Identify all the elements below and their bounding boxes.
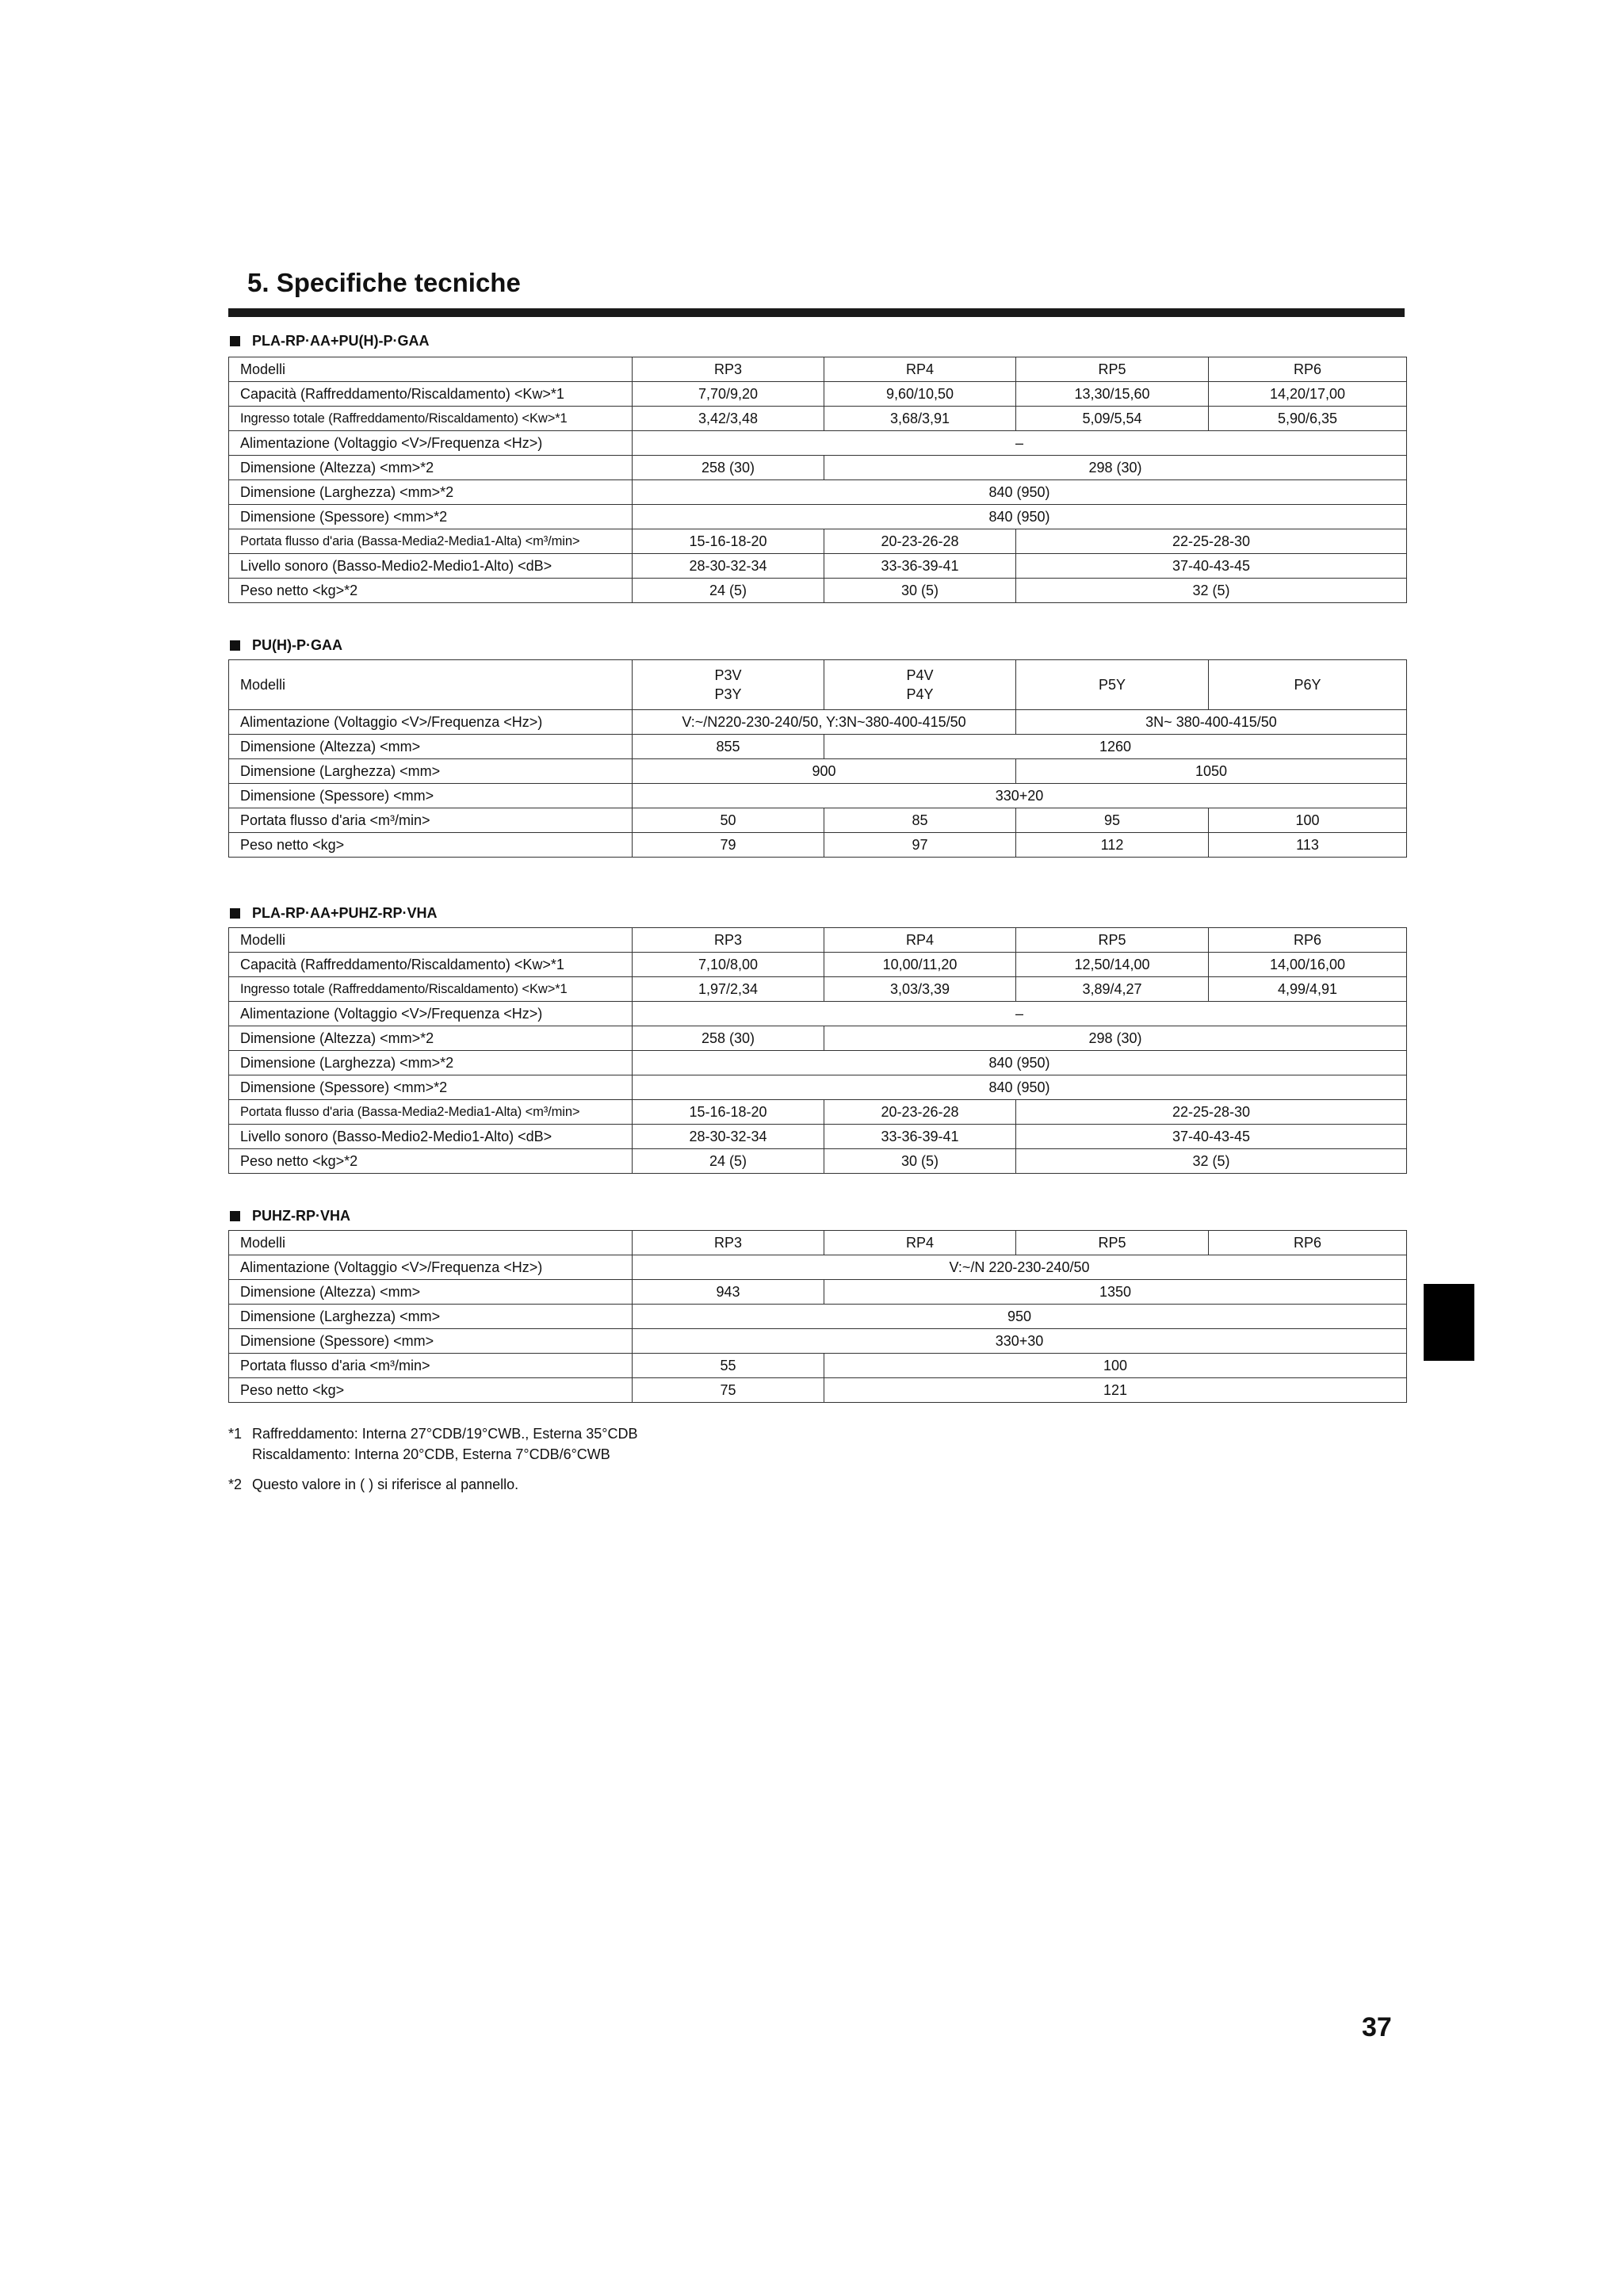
table-row [229,759,1407,784]
table-cell: 20-23-26-28 [824,529,1016,554]
footnote-line: Raffreddamento: Interna 27°CDB/19°CWB., Esterna 35°CDB [252,1426,638,1442]
table-cell: 900 [633,759,1016,784]
table-cell: 33-36-39-41 [824,554,1016,579]
table-cell: RP6 [1209,928,1407,953]
table-row [229,660,1407,710]
table-cell: 5,09/5,54 [1016,407,1209,431]
model-variant: P4Y [906,686,934,702]
table-cell [633,660,824,710]
table-cell: Modelli [229,928,633,953]
table-cell: 24 (5) [633,1149,824,1174]
footnote-line: Riscaldamento: Interna 20°CDB, Esterna 7°CDB/6°CWB [252,1446,610,1462]
table-cell: RP4 [824,357,1016,382]
table-cell: 14,00/16,00 [1209,953,1407,977]
table-cell: 840 (950) [633,1051,1407,1075]
table-cell: 943 [633,1280,824,1305]
table-row [229,1075,1407,1100]
table-cell: Dimensione (Altezza) <mm>*2 [229,1026,633,1051]
title-rule [228,308,1405,317]
table-cell: 298 (30) [824,456,1407,480]
table-cell: Dimensione (Spessore) <mm>*2 [229,505,633,529]
table-cell: 55 [633,1354,824,1378]
table-row [229,1125,1407,1149]
table-cell: 30 (5) [824,1149,1016,1174]
page-number: 37 [1362,2012,1392,2042]
table-cell: Ingresso totale (Raffreddamento/Riscaldamento) <Kw>*1 [229,977,633,1002]
table-cell: 298 (30) [824,1026,1407,1051]
table-row [229,382,1407,407]
table-cell: RP5 [1016,928,1209,953]
spec-table-pu [228,659,1407,858]
square-bullet-icon [230,336,240,346]
table-cell: 30 (5) [824,579,1016,603]
spec-table-pla-pu [228,357,1407,603]
section-heading-label: PLA-RP·AA+PUHZ-RP·VHA [252,905,438,921]
square-bullet-icon [230,640,240,651]
table-cell: 22-25-28-30 [1016,529,1407,554]
table-cell: 100 [824,1354,1407,1378]
table-row [229,480,1407,505]
table-cell: Alimentazione (Voltaggio <V>/Frequenza <Hz>) [229,1255,633,1280]
table-cell: 3,42/3,48 [633,407,824,431]
footnote-mark: *2 [228,1477,243,1492]
table-cell: 3,89/4,27 [1016,977,1209,1002]
table-cell: 22-25-28-30 [1016,1100,1407,1125]
table-row [229,554,1407,579]
table-row [229,735,1407,759]
table-cell: 33-36-39-41 [824,1125,1016,1149]
table-cell: 1,97/2,34 [633,977,824,1002]
square-bullet-icon [230,1211,240,1221]
table-row [229,1305,1407,1329]
table-cell: RP5 [1016,357,1209,382]
section-heading-label: PU(H)-P·GAA [252,637,342,653]
table-cell: 112 [1016,833,1209,858]
table-cell: 14,20/17,00 [1209,382,1407,407]
table-cell: RP6 [1209,1231,1407,1255]
table-row [229,1002,1407,1026]
table-cell: 330+20 [633,784,1407,808]
table-cell: 113 [1209,833,1407,858]
table-cell: 1350 [824,1280,1407,1305]
table-cell: RP6 [1209,357,1407,382]
table-row [229,1100,1407,1125]
table-cell: 5,90/6,35 [1209,407,1407,431]
table-cell: 20-23-26-28 [824,1100,1016,1125]
table-cell: 32 (5) [1016,1149,1407,1174]
table-cell: 4,99/4,91 [1209,977,1407,1002]
table-cell: 15-16-18-20 [633,1100,824,1125]
spec-table-puhz [228,1230,1407,1403]
table-cell: 79 [633,833,824,858]
table-cell: RP4 [824,928,1016,953]
table-cell: Dimensione (Altezza) <mm> [229,1280,633,1305]
page-title: 5. Specifiche tecniche [247,268,521,297]
table-cell: Dimensione (Altezza) <mm> [229,735,633,759]
table-row [229,808,1407,833]
table-cell: Capacità (Raffreddamento/Riscaldamento) <Kw>*1 [229,382,633,407]
table-cell: 28-30-32-34 [633,554,824,579]
table-cell: 75 [633,1378,824,1403]
table-cell: 840 (950) [633,505,1407,529]
table-cell: Livello sonoro (Basso-Medio2-Medio1-Alto) <dB> [229,1125,633,1149]
table-cell: Modelli [229,660,633,710]
table-cell: RP3 [633,1231,824,1255]
table-cell: 37-40-43-45 [1016,1125,1407,1149]
table-row [229,431,1407,456]
table-cell: 3N~ 380-400-415/50 [1016,710,1407,735]
section-heading-puhz [228,1208,350,1224]
table-cell: Alimentazione (Voltaggio <V>/Frequenza <Hz>) [229,710,633,735]
table-row [229,505,1407,529]
table-cell: 32 (5) [1016,579,1407,603]
table-cell: 13,30/15,60 [1016,382,1209,407]
table-cell: V:~/N220-230-240/50, Y:3N~380-400-415/50 [633,710,1016,735]
table-cell: 950 [633,1305,1407,1329]
table-row [229,1051,1407,1075]
table-cell: Modelli [229,357,633,382]
table-cell: Ingresso totale (Raffreddamento/Riscaldamento) <Kw>*1 [229,407,633,431]
table-cell: 840 (950) [633,1075,1407,1100]
table-row [229,1255,1407,1280]
section-heading-pla-puhz [228,905,438,922]
table-row [229,407,1407,431]
table-cell: Alimentazione (Voltaggio <V>/Frequenza <Hz>) [229,431,633,456]
table-cell: RP5 [1016,1231,1209,1255]
table-row [229,529,1407,554]
table-cell: 10,00/11,20 [824,953,1016,977]
table-cell: Capacità (Raffreddamento/Riscaldamento) <Kw>*1 [229,953,633,977]
table-row [229,1280,1407,1305]
table-cell: 1260 [824,735,1407,759]
table-row [229,1329,1407,1354]
table-row [229,579,1407,603]
table-cell: Peso netto <kg>*2 [229,579,633,603]
table-row [229,1231,1407,1255]
table-cell: P6Y [1209,660,1407,710]
table-cell: 24 (5) [633,579,824,603]
table-row [229,977,1407,1002]
table-cell: Modelli [229,1231,633,1255]
table-row [229,953,1407,977]
table-cell: 7,70/9,20 [633,382,824,407]
table-cell: Portata flusso d'aria <m³/min> [229,1354,633,1378]
footnote-1 [228,1423,638,1465]
table-cell: Peso netto <kg> [229,833,633,858]
square-bullet-icon [230,908,240,919]
section-heading-pu [228,637,342,654]
table-cell: 121 [824,1378,1407,1403]
table-row [229,357,1407,382]
table-cell: 840 (950) [633,480,1407,505]
table-row [229,1378,1407,1403]
table-cell: Dimensione (Larghezza) <mm> [229,1305,633,1329]
table-cell: 258 (30) [633,1026,824,1051]
table-cell: 9,60/10,50 [824,382,1016,407]
table-cell: Portata flusso d'aria <m³/min> [229,808,633,833]
table-cell [824,660,1016,710]
table-cell: 3,68/3,91 [824,407,1016,431]
section-heading-label: PLA-RP·AA+PU(H)-P·GAA [252,333,430,349]
table-row [229,710,1407,735]
table-cell: 85 [824,808,1016,833]
table-cell: 12,50/14,00 [1016,953,1209,977]
table-cell: Portata flusso d'aria (Bassa-Media2-Media1-Alta) <m³/min> [229,1100,633,1125]
table-cell: Portata flusso d'aria (Bassa-Media2-Media1-Alta) <m³/min> [229,529,633,554]
table-cell: Livello sonoro (Basso-Medio2-Medio1-Alto) <dB> [229,554,633,579]
table-cell: Dimensione (Larghezza) <mm>*2 [229,1051,633,1075]
table-cell: RP4 [824,1231,1016,1255]
table-row [229,784,1407,808]
table-cell: 855 [633,735,824,759]
side-tab-marker [1424,1284,1474,1361]
model-variant: P4V [906,667,934,683]
table-cell: – [633,1002,1407,1026]
table-cell: Dimensione (Altezza) <mm>*2 [229,456,633,480]
table-cell: Dimensione (Spessore) <mm>*2 [229,1075,633,1100]
table-cell: 15-16-18-20 [633,529,824,554]
footnote-2 [228,1474,638,1495]
table-cell: 330+30 [633,1329,1407,1354]
table-cell: 28-30-32-34 [633,1125,824,1149]
footnote-line: Questo valore in ( ) si riferisce al pannello. [252,1477,519,1492]
table-cell: 1050 [1016,759,1407,784]
table-cell: 100 [1209,808,1407,833]
table-cell: Peso netto <kg> [229,1378,633,1403]
section-heading-pla-pu [228,333,430,350]
section-heading-label: PUHZ-RP·VHA [252,1208,350,1224]
table-cell: RP3 [633,357,824,382]
table-row [229,1026,1407,1051]
table-cell: Dimensione (Spessore) <mm> [229,784,633,808]
table-cell: RP3 [633,928,824,953]
model-variant: P3V [714,667,742,683]
table-row [229,928,1407,953]
table-row [229,456,1407,480]
table-cell: 37-40-43-45 [1016,554,1407,579]
footnote-mark: *1 [228,1426,243,1442]
spec-table-pla-puhz [228,927,1407,1174]
table-cell: V:~/N 220-230-240/50 [633,1255,1407,1280]
table-cell: P5Y [1016,660,1209,710]
table-cell: Dimensione (Larghezza) <mm>*2 [229,480,633,505]
table-cell: Dimensione (Spessore) <mm> [229,1329,633,1354]
table-cell: – [633,431,1407,456]
table-cell: 3,03/3,39 [824,977,1016,1002]
table-row [229,1354,1407,1378]
table-cell: 95 [1016,808,1209,833]
table-cell: 50 [633,808,824,833]
table-row [229,1149,1407,1174]
footnotes [228,1423,638,1495]
table-cell: 7,10/8,00 [633,953,824,977]
table-cell: Alimentazione (Voltaggio <V>/Frequenza <Hz>) [229,1002,633,1026]
table-cell: Dimensione (Larghezza) <mm> [229,759,633,784]
table-row [229,833,1407,858]
table-cell: 258 (30) [633,456,824,480]
model-variant: P3Y [714,686,742,702]
table-cell: 97 [824,833,1016,858]
table-cell: Peso netto <kg>*2 [229,1149,633,1174]
